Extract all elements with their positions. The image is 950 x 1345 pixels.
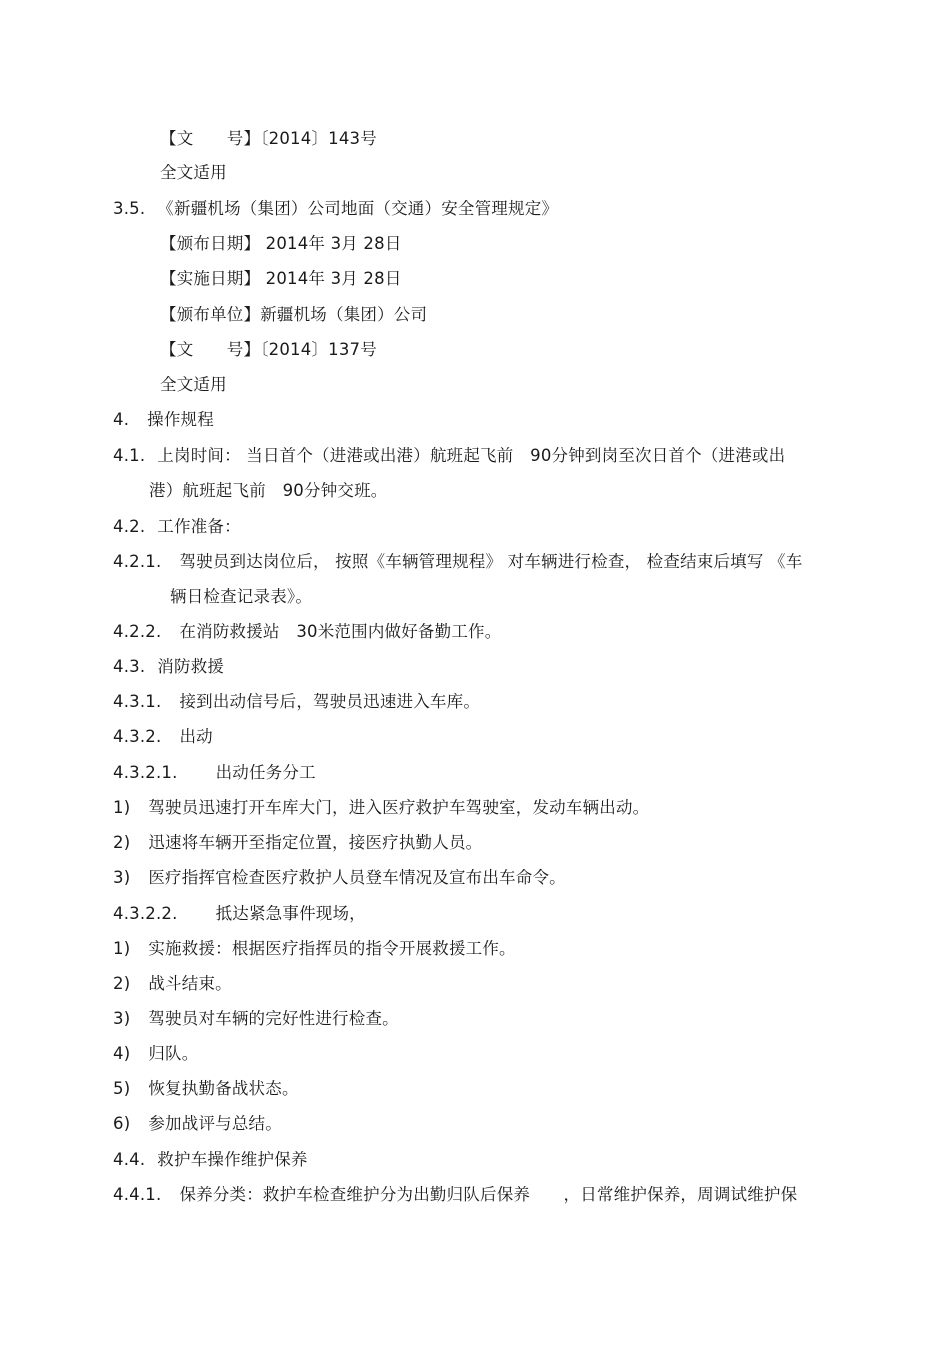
list-item	[113, 1043, 198, 1065]
list-text: 驾驶员对车辆的完好性进行检查。	[148, 1009, 399, 1028]
section-number: 4.3.2.2.	[113, 904, 178, 923]
list-item	[113, 938, 516, 960]
section-text: 上岗时间： 当日首个（进港或出港）航班起飞前 90分钟到岗至次日首个（进港或出	[157, 446, 786, 465]
section-text: 驾驶员到达岗位后， 按照《车辆管理规程》 对车辆进行检查， 检查结束后填写 《车	[179, 552, 803, 571]
section-4-1	[113, 445, 785, 467]
section-title: 消防救援	[157, 657, 225, 676]
section-4-2-2	[113, 621, 501, 643]
full-text-applies-2: 全文适用	[160, 375, 227, 394]
full-text-applies-1: 全文适用	[160, 163, 227, 182]
list-item	[113, 1008, 399, 1030]
section-number: 3.5.	[113, 199, 146, 218]
list-text: 归队。	[148, 1044, 199, 1063]
section-4-2-1	[113, 551, 802, 573]
section-number: 4.3.	[113, 657, 146, 676]
section-number: 4.	[113, 410, 130, 429]
section-number: 4.4.	[113, 1150, 146, 1169]
section-text: 在消防救援站 30米范围内做好备勤工作。	[179, 622, 502, 641]
list-number: 1)	[113, 798, 131, 817]
list-item	[113, 832, 482, 854]
list-item	[113, 867, 566, 889]
list-number: 4)	[113, 1044, 131, 1063]
issuing-unit: 【颁布单位】新疆机场（集团）公司	[160, 305, 428, 324]
section-title: 操作规程	[147, 410, 214, 429]
section-text: 接到出动信号后，驾驶员迅速进入车库。	[179, 692, 481, 711]
list-text: 迅速将车辆开至指定位置，接医疗执勤人员。	[148, 833, 483, 852]
section-4-4	[113, 1149, 308, 1171]
section-4-4-1	[113, 1184, 797, 1206]
list-text: 战斗结束。	[148, 974, 232, 993]
section-title: 工作准备：	[157, 517, 241, 536]
list-text: 恢复执勤备战状态。	[148, 1079, 299, 1098]
list-number: 1)	[113, 939, 131, 958]
section-4-3-2-2	[113, 903, 366, 925]
section-3-5	[113, 198, 558, 220]
section-4-3	[113, 656, 224, 678]
list-number: 3)	[113, 1009, 131, 1028]
section-text: 保养分类：救护车检查维护分为出勤归队后保养 ，日常维护保养，周调试维护保	[179, 1185, 798, 1204]
section-title: 出动	[179, 727, 213, 746]
section-title: 救护车操作维护保养	[157, 1150, 308, 1169]
section-title: 出动任务分工	[215, 763, 316, 782]
section-4-3-2	[113, 726, 213, 748]
list-item	[113, 1078, 299, 1100]
list-text: 实施救援：根据医疗指挥员的指令开展救援工作。	[148, 939, 516, 958]
effective-date: 【实施日期】 2014年 3月 28日	[160, 269, 402, 288]
section-4-3-2-1	[113, 762, 316, 784]
list-item	[113, 973, 232, 995]
doc-number-137: 【文 号】〔2014〕137号	[160, 340, 377, 359]
section-4-1-continued: 港）航班起飞前 90分钟交班。	[149, 481, 388, 500]
section-number: 4.2.	[113, 517, 146, 536]
section-number: 4.3.2.1.	[113, 763, 178, 782]
list-text: 驾驶员迅速打开车库大门，进入医疗救护车驾驶室，发动车辆出动。	[148, 798, 650, 817]
list-text: 医疗指挥官检查医疗救护人员登车情况及宣布出车命令。	[148, 868, 566, 887]
section-4	[113, 409, 214, 431]
issue-date: 【颁布日期】 2014年 3月 28日	[160, 234, 402, 253]
list-number: 6)	[113, 1114, 131, 1133]
section-4-2-1-continued: 辆日检查记录表》。	[170, 587, 313, 606]
list-text: 参加战评与总结。	[148, 1114, 282, 1133]
section-number: 4.2.1.	[113, 552, 162, 571]
section-number: 4.2.2.	[113, 622, 162, 641]
section-number: 4.3.2.	[113, 727, 162, 746]
list-item	[113, 797, 649, 819]
list-number: 2)	[113, 833, 131, 852]
doc-number-143: 【文 号】〔2014〕143号	[160, 129, 377, 148]
section-number: 4.1.	[113, 446, 146, 465]
section-number: 4.4.1.	[113, 1185, 162, 1204]
section-4-2	[113, 516, 241, 538]
list-number: 2)	[113, 974, 131, 993]
list-item	[113, 1113, 282, 1135]
section-title: 抵达紧急事件现场，	[215, 904, 366, 923]
section-title: 《新疆机场（集团）公司地面（交通）安全管理规定》	[157, 199, 559, 218]
section-4-3-1	[113, 691, 480, 713]
list-number: 3)	[113, 868, 131, 887]
list-number: 5)	[113, 1079, 131, 1098]
section-number: 4.3.1.	[113, 692, 162, 711]
